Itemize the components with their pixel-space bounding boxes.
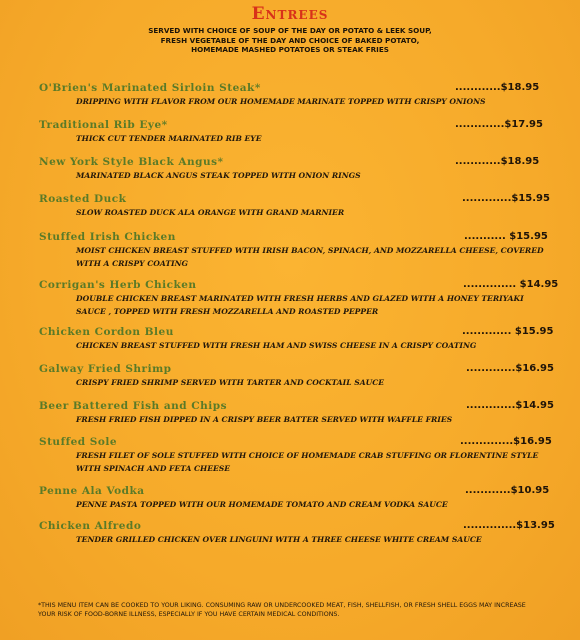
menu-item-price: ............. $15.95 (462, 326, 554, 337)
menu-item-price: .............$14.95 (466, 400, 554, 411)
menu-title: Entrees (251, 4, 329, 24)
menu-item-price: ..............$13.95 (463, 520, 555, 531)
menu-item-description: DOUBLE CHICKEN BREAST MARINATED WITH FRESH HERBS AND GLAZED WITH A HONEY TERIYAKI SAUCE , TOPPED WITH FRESH MOZZARELLA AND ROASTED PEPPER (76, 294, 524, 316)
menu-item-name: Corrigan's Herb Chicken (39, 279, 197, 291)
menu-item-price: ..............$16.95 (460, 436, 552, 447)
menu-item-name: Stuffed Sole (39, 436, 118, 448)
menu-item-description: CRISPY FRIED SHRIMP SERVED WITH TARTER AND COCKTAIL SAUCE (76, 378, 385, 387)
menu-item-name: Stuffed Irish Chicken (39, 231, 176, 243)
menu-item-description: PENNE PASTA TOPPED WITH OUR HOMEMADE TOMATO AND CREAM VODKA SAUCE (76, 500, 448, 509)
menu-item-price: .............. $14.95 (463, 279, 559, 290)
menu-item-price: ............$18.95 (455, 82, 540, 93)
menu-item-name: New York Style Black Angus* (39, 156, 224, 168)
menu-item-name: Penne Ala Vodka (39, 485, 145, 497)
menu-item-price: .............$17.95 (455, 119, 543, 130)
menu-item-description: CHICKEN BREAST STUFFED WITH FRESH HAM AND SWISS CHEESE IN A CRISPY COATING (76, 341, 477, 350)
menu-item-name: Galway Fried Shrimp (39, 363, 172, 375)
menu-item-name: Roasted Duck (39, 193, 127, 205)
menu-item-description: DRIPPING WITH FLAVOR FROM OUR HOMEMADE MARINATE TOPPED WITH CRISPY ONIONS (76, 97, 486, 106)
menu-item-price: .............$16.95 (466, 363, 554, 374)
menu-item-price: ........... $15.95 (464, 231, 548, 242)
menu-subheading (70, 26, 510, 55)
subheading-line: HOMEMADE MASHED POTATOES OR STEAK FRIES (191, 45, 389, 54)
menu-item-name: Chicken Cordon Bleu (39, 326, 174, 338)
subheading-line: SERVED WITH CHOICE OF SOUP OF THE DAY OR POTATO & LEEK SOUP, (148, 26, 432, 35)
subheading-line: FRESH VEGETABLE OF THE DAY AND CHOICE OF BAKED POTATO, (160, 35, 420, 45)
menu-item-name: Beer Battered Fish and Chips (39, 400, 228, 412)
menu-item-description: MOIST CHICKEN BREAST STUFFED WITH IRISH BACON, SPINACH, AND MOZZARELLA CHEESE, COVERED WITH A CRISPY COATING (76, 246, 544, 268)
menu-item-description: MARINATED BLACK ANGUS STEAK TOPPED WITH ONION RINGS (76, 171, 361, 180)
menu-item-description: FRESH FRIED FISH DIPPED IN A CRISPY BEER BATTER SERVED WITH WAFFLE FRIES (76, 415, 453, 424)
menu-item-price: ............$18.95 (455, 156, 540, 167)
menu-item-description: TENDER GRILLED CHICKEN OVER LINGUINI WITH A THREE CHEESE WHITE CREAM SAUCE (76, 535, 482, 544)
menu-item-name: Traditional Rib Eye* (39, 119, 168, 131)
menu-item-price: ............$10.95 (465, 485, 550, 496)
menu-item-name: Chicken Alfredo (39, 520, 142, 532)
menu-item-description: THICK CUT TENDER MARINATED RIB EYE (76, 134, 262, 143)
menu-item-name: O'Brien's Marinated Sirloin Steak* (39, 82, 261, 94)
menu-footnote: *THIS MENU ITEM CAN BE COOKED TO YOUR LIKING. CONSUMING RAW OR UNDERCOOKED MEAT, FISH, SHELLFISH, OR FRESH SHELL EGGS MAY INCREASE YOUR RISK OF FOOD-BORNE ILLNESS, ESPECIALLY IF YOU HAVE CERTAIN MEDICAL CONDITIONS. (38, 602, 526, 618)
menu-item-price: .............$15.95 (462, 193, 550, 204)
menu-item-description: SLOW ROASTED DUCK ALA ORANGE WITH GRAND MARNIER (76, 208, 345, 217)
menu-item-description: FRESH FILET OF SOLE STUFFED WITH CHOICE OF HOMEMADE CRAB STUFFING OR FLORENTINE STYLE WITH SPINACH AND FETA CHEESE (76, 451, 539, 473)
